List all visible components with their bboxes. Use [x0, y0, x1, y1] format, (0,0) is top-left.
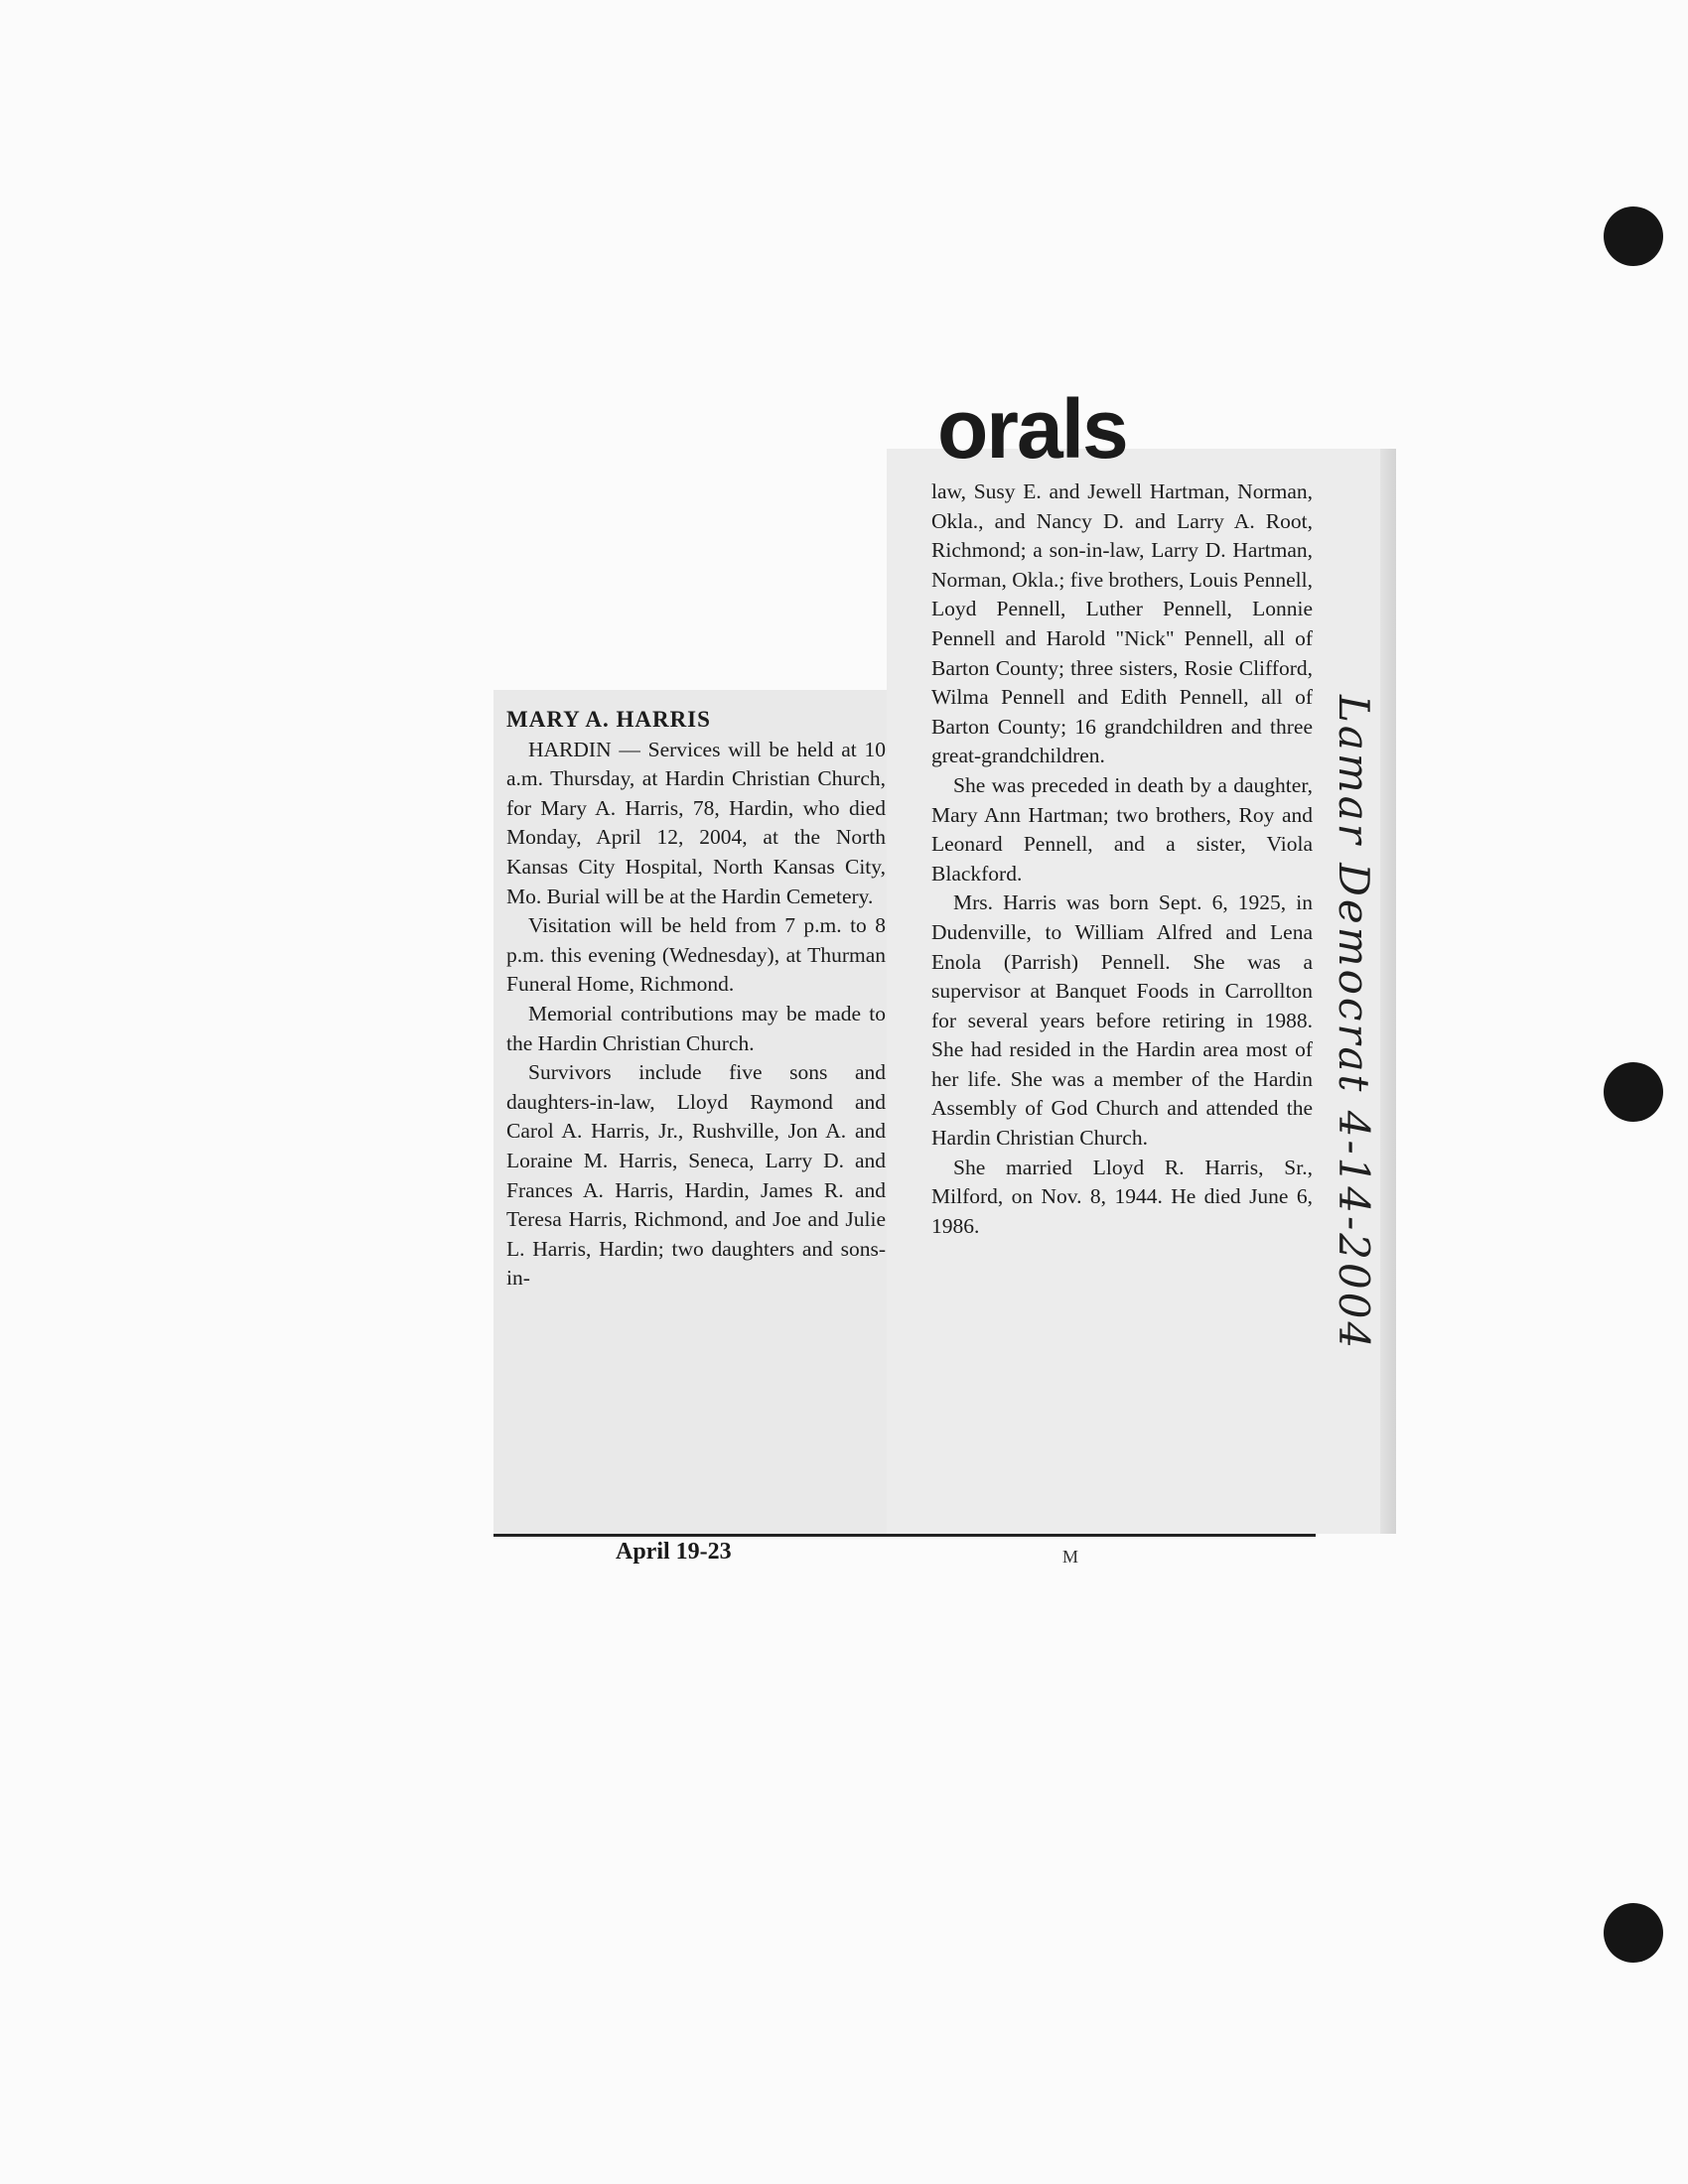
- cut-headline-fragment: [937, 382, 1285, 476]
- clipping-bottom-rule: [493, 1534, 1316, 1537]
- obituary-paragraph: She was preceded in death by a daughter, Mary Ann Hartman; two brothers, Roy and Leonard Pennell, and a sister, Viola Blackford.: [931, 772, 1313, 886]
- obituary-heading: MARY A. HARRIS: [506, 707, 711, 732]
- binder-hole-bottom: [1604, 1903, 1663, 1963]
- headline-fragment-text: orals: [937, 382, 1127, 476]
- obituary-paragraph: Survivors include five sons and daughters-in-law, Lloyd Raymond and Carol A. Harris, Jr., Rushville, Jon A. and Loraine M. Harris, Seneca, Larry D. and Frances A. Harris, Hardin, James R. and Teresa Harris, Richmond, and Joe and Julie L. Harris, Hardin; two daughters and sons-in-: [506, 1060, 886, 1291]
- obituary-paragraph: Memorial contributions may be made to the Hardin Christian Church.: [506, 1001, 886, 1055]
- footer-text-fragment: M: [1062, 1547, 1079, 1567]
- handwritten-source-note: Lamar Democrat 4-14-2004: [1330, 695, 1378, 1352]
- obituary-column-right: [931, 478, 1313, 1241]
- footer-date-fragment: April 19-23: [616, 1539, 732, 1565]
- obituary-continuation: law, Susy E. and Jewell Hartman, Norman, Okla., and Nancy D. and Larry A. Root, Richmond; a son-in-law, Larry D. Hartman, Norman, Okla.; five brothers, Louis Pennell, Loyd Pennell, Luther Pennell, Lonnie Pennell and Harold "Nick" Pennell, all of Barton County; three sisters, Rosie Clifford, Wilma Pennell and Edith Pennell, all of Barton County; 16 grandchildren and three great-grandchildren.: [931, 479, 1313, 768]
- obituary-paragraph: HARDIN — Services will be held at 10 a.m. Thursday, at Hardin Christian Church, for Mary A. Harris, 78, Hardin, who died Monday, April 12, 2004, at the North Kansas City Hospital, North Kansas City, Mo. Burial will be at the Hardin Cemetery.: [506, 737, 886, 908]
- obituary-paragraph: She married Lloyd R. Harris, Sr., Milford, on Nov. 8, 1944. He died June 6, 1986.: [931, 1155, 1313, 1238]
- obituary-paragraph: Mrs. Harris was born Sept. 6, 1925, in Dudenville, to William Alfred and Lena Enola (Parrish) Pennell. She was a supervisor at Banquet Foods in Carrollton for several years before retiring in 1988. She had resided in the Hardin area most of her life. She was a member of the Hardin Assembly of God Church and attended the Hardin Christian Church.: [931, 890, 1313, 1151]
- binder-hole-middle: [1604, 1062, 1663, 1122]
- obituary-column-left: [506, 705, 886, 1294]
- obituary-paragraph: Visitation will be held from 7 p.m. to 8 p.m. this evening (Wednesday), at Thurman Funeral Home, Richmond.: [506, 913, 886, 997]
- clipping-torn-edge: [1380, 449, 1396, 1534]
- binder-hole-top: [1604, 206, 1663, 266]
